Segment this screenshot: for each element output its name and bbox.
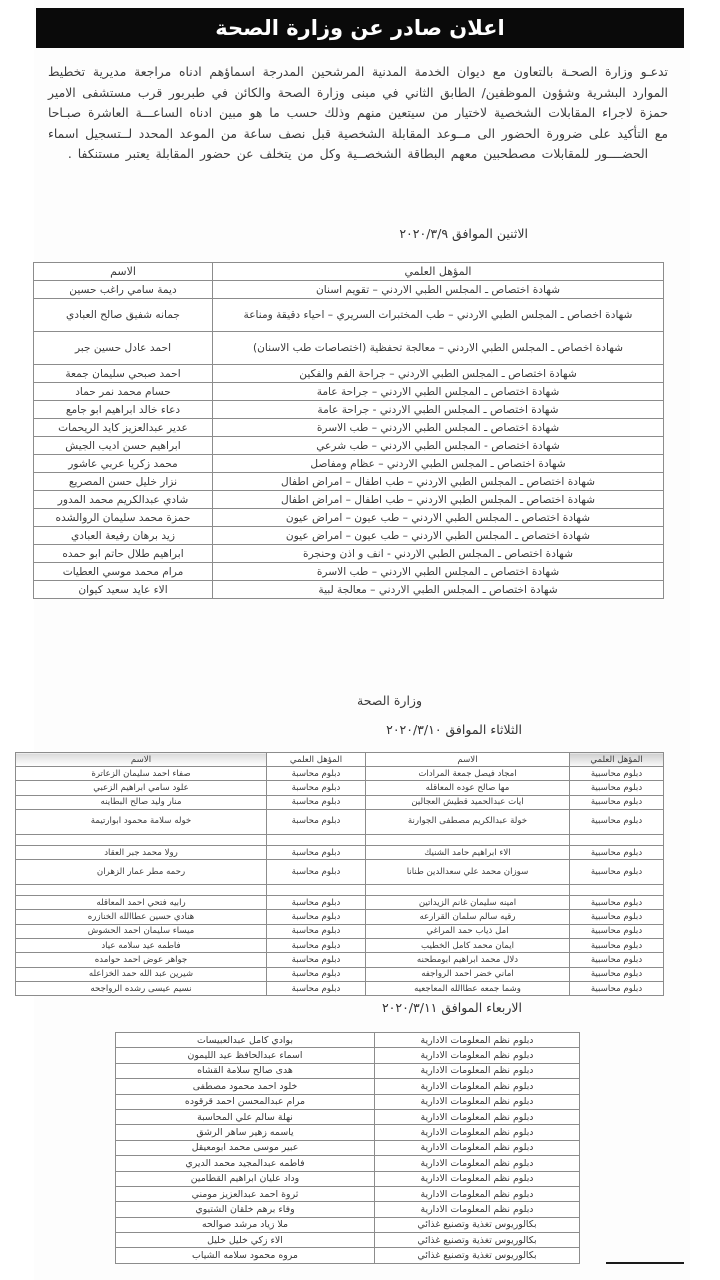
cell-qualification-left: دبلوم محاسبية xyxy=(570,896,664,910)
cell-qualification: دبلوم نظم المعلومات الادارية xyxy=(375,1033,580,1048)
cell-qualification-left: دبلوم محاسبية xyxy=(570,924,664,938)
cell-name-right: هنادي حسين عطاالله الخنازره xyxy=(16,910,267,924)
spacer-cell xyxy=(16,834,267,845)
cell-name: حمزة محمد سليمان الروالشده xyxy=(34,509,213,527)
table-row xyxy=(34,383,664,401)
cell-name: ابراهيم طلال حاتم ابو حمده xyxy=(34,545,213,563)
cell-qualification: دبلوم نظم المعلومات الادارية xyxy=(375,1094,580,1109)
table-row xyxy=(16,896,664,910)
cell-qualification: دبلوم نظم المعلومات الادارية xyxy=(375,1109,580,1124)
table-row xyxy=(116,1233,580,1248)
table-row xyxy=(116,1248,580,1263)
table-spacer-row xyxy=(16,885,664,896)
cell-qualification: دبلوم نظم المعلومات الادارية xyxy=(375,1202,580,1217)
cell-qualification-left: دبلوم محاسبية xyxy=(570,981,664,995)
table-row xyxy=(34,332,664,365)
table-header-row xyxy=(16,753,664,767)
table-row xyxy=(34,455,664,473)
cell-qualification: بكالوريوس تغذية وتصنيع غذائي xyxy=(375,1233,580,1248)
table-section-one xyxy=(33,262,664,599)
cell-qualification-right: دبلوم محاسبة xyxy=(267,981,366,995)
cell-qualification-left: دبلوم محاسبية xyxy=(570,953,664,967)
cell-qualification: شهادة اختصاص ـ المجلس الطبي الاردني – جراحة الفم والفكين xyxy=(213,365,664,383)
cell-qualification-left: دبلوم محاسبية xyxy=(570,939,664,953)
table-row xyxy=(34,509,664,527)
table-row xyxy=(16,953,664,967)
cell-name-left: ايات عبدالحميد قطيش العجالين xyxy=(366,795,570,809)
spacer-cell xyxy=(267,885,366,896)
cell-qualification-left: دبلوم محاسبية xyxy=(570,809,664,834)
table-row xyxy=(116,1171,580,1186)
cell-qualification: شهادة اختصاص ـ المجلس الطبي الاردني – طب اطفال – امراض اطفال xyxy=(213,473,664,491)
cell-name-right: جواهر عوض احمد حوامده xyxy=(16,953,267,967)
header-name-left: الاسم xyxy=(366,753,570,767)
cell-qualification: دبلوم نظم المعلومات الادارية xyxy=(375,1186,580,1201)
cell-name: مروه محمود سلامه الشياب xyxy=(116,1248,375,1263)
table-row xyxy=(116,1109,580,1124)
cell-qualification-right: دبلوم محاسبة xyxy=(267,860,366,885)
cell-name-right: علود سامي ابراهيم الزعبي xyxy=(16,781,267,795)
table-row xyxy=(16,939,664,953)
cell-name: ديمة سامي راغب حسين xyxy=(34,281,213,299)
cell-qualification-left: دبلوم محاسبية xyxy=(570,910,664,924)
cell-name: نزار خليل حسن المصريع xyxy=(34,473,213,491)
cell-qualification-right: دبلوم محاسبة xyxy=(267,767,366,781)
cell-qualification: شهادة اختصاص ـ المجلس الطبي الاردني – عظام ومفاصل xyxy=(213,455,664,473)
section-two-date: الثلاثاء الموافق ٢٠٢٠/٣/١٠ xyxy=(386,722,522,737)
page-title: اعلان صادر عن وزارة الصحة xyxy=(36,8,684,48)
cell-name: نهلة سالم علي المحاسبة xyxy=(116,1109,375,1124)
spacer-cell xyxy=(366,834,570,845)
table-section-two xyxy=(15,752,664,996)
cell-name-left: رقيه سالم سلمان القرارعه xyxy=(366,910,570,924)
table-row xyxy=(16,981,664,995)
table-row xyxy=(16,845,664,859)
table-row xyxy=(116,1125,580,1140)
cell-name: الاء زكي خليل خليل xyxy=(116,1233,375,1248)
table-header-row xyxy=(34,263,664,281)
cell-name: ثروة احمد عبدالعزيز مومني xyxy=(116,1186,375,1201)
cell-qualification: دبلوم نظم المعلومات الادارية xyxy=(375,1048,580,1063)
cell-qualification-right: دبلوم محاسبة xyxy=(267,953,366,967)
cell-qualification: شهادة اختصاص ـ المجلس الطبي الاردني – طب الاسرة xyxy=(213,419,664,437)
cell-name-left: امل ذياب حمد المراغي xyxy=(366,924,570,938)
cell-name-right: منار وليد صالح البطاينه xyxy=(16,795,267,809)
cell-name-right: رابيه فتحي احمد المعاقله xyxy=(16,896,267,910)
table-row xyxy=(16,767,664,781)
table-row xyxy=(116,1079,580,1094)
cell-qualification: دبلوم نظم المعلومات الادارية xyxy=(375,1079,580,1094)
cell-qualification: دبلوم نظم المعلومات الادارية xyxy=(375,1125,580,1140)
cell-qualification: شهادة اختصاص ـ المجلس الطبي الاردني – معالجة لبية xyxy=(213,581,664,599)
table-row xyxy=(34,581,664,599)
cell-qualification-right: دبلوم محاسبة xyxy=(267,845,366,859)
cell-name: هدى صالح سلامة القشاه xyxy=(116,1063,375,1078)
cell-qualification-left: دبلوم محاسبية xyxy=(570,795,664,809)
cell-name-left: امينه سليمان غانم الزيداتين xyxy=(366,896,570,910)
cell-name-left: دلال محمد ابراهيم ابومطحنه xyxy=(366,953,570,967)
cell-qualification: دبلوم نظم المعلومات الادارية xyxy=(375,1140,580,1155)
table-row xyxy=(34,419,664,437)
table-row xyxy=(34,473,664,491)
cell-name: الاء عايد سعيد كيوان xyxy=(34,581,213,599)
cell-name: حسام محمد نمر حماد xyxy=(34,383,213,401)
table-row xyxy=(16,924,664,938)
spacer-cell xyxy=(570,834,664,845)
table-row xyxy=(16,795,664,809)
table-row xyxy=(16,809,664,834)
table-row xyxy=(34,401,664,419)
page-left-margin xyxy=(0,0,34,1280)
cell-name-right: خوله سلامة محمود ابوارتيمة xyxy=(16,809,267,834)
table-row xyxy=(116,1048,580,1063)
cell-qualification-right: دبلوم محاسبة xyxy=(267,924,366,938)
section-three-date: الاربعاء الموافق ٢٠٢٠/٣/١١ xyxy=(381,1000,522,1015)
table-row xyxy=(116,1202,580,1217)
bottom-rule xyxy=(606,1262,684,1264)
cell-qualification: بكالوريوس تغذية وتصنيع غذائي xyxy=(375,1217,580,1232)
cell-name: بوادي كامل عبدالعبيسات xyxy=(116,1033,375,1048)
cell-name: عبير موسى محمد ابومعيقل xyxy=(116,1140,375,1155)
cell-qualification-left: دبلوم محاسبية xyxy=(570,860,664,885)
cell-name-right: نسيم عيسى رشده الرواجحه xyxy=(16,981,267,995)
cell-name-left: اماني خضر احمد الرواجفه xyxy=(366,967,570,981)
cell-name: خلود احمد محمود مصطفى xyxy=(116,1079,375,1094)
cell-qualification: بكالوريوس تغذية وتصنيع غذائي xyxy=(375,1248,580,1263)
cell-name: ملا زياد مرشد صوالحه xyxy=(116,1217,375,1232)
cell-name-left: سوزان محمد علي سعدالدين طنانا xyxy=(366,860,570,885)
cell-name: محمد زكريا عربي عاشور xyxy=(34,455,213,473)
cell-name-left: مها صالح عوده المعاقله xyxy=(366,781,570,795)
table-row xyxy=(116,1063,580,1078)
cell-qualification: شهادة اختصاص ـ المجلس الطبي الاردني – تقويم اسنان xyxy=(213,281,664,299)
table-row xyxy=(16,910,664,924)
cell-name: اسماء عبدالحافظ عيد الليمون xyxy=(116,1048,375,1063)
header-qualification-left: المؤهل العلمي xyxy=(570,753,664,767)
cell-qualification: شهادة اختصاص ـ المجلس الطبي الاردني – طب عيون – امراض عيون xyxy=(213,527,664,545)
table-row xyxy=(34,299,664,332)
spacer-cell xyxy=(267,834,366,845)
cell-name-left: خولة عبدالكريم مصطفى الجوارنة xyxy=(366,809,570,834)
cell-name-right: فاطمه عيد سلامه عياد xyxy=(16,939,267,953)
cell-qualification-left: دبلوم محاسبية xyxy=(570,845,664,859)
table-row xyxy=(34,563,664,581)
cell-qualification: شهادة اختصاص ـ المجلس الطبي الاردني - جراحة عامة xyxy=(213,401,664,419)
cell-name-right: شيرين عبد الله حمد الخزاعله xyxy=(16,967,267,981)
cell-name-left: وشما جمعه عطاالله المعاجعيه xyxy=(366,981,570,995)
table-row xyxy=(16,781,664,795)
cell-qualification-right: دبلوم محاسبة xyxy=(267,896,366,910)
cell-qualification: شهادة اختصاص - المجلس الطبي الاردني – طب شرعي xyxy=(213,437,664,455)
cell-qualification-right: دبلوم محاسبة xyxy=(267,939,366,953)
cell-qualification: شهادة اختصاص ـ المجلس الطبي الاردني – طب عيون – امراض عيون xyxy=(213,509,664,527)
cell-qualification-right: دبلوم محاسبة xyxy=(267,967,366,981)
cell-qualification: دبلوم نظم المعلومات الادارية xyxy=(375,1156,580,1171)
cell-qualification-left: دبلوم محاسبية xyxy=(570,967,664,981)
cell-qualification: دبلوم نظم المعلومات الادارية xyxy=(375,1171,580,1186)
table-row xyxy=(16,967,664,981)
cell-qualification: شهادة اختصاص ـ المجلس الطبي الاردني – طب الاسرة xyxy=(213,563,664,581)
cell-name: زيد برهان رفيعة العبادي xyxy=(34,527,213,545)
cell-name-right: رولا محمد جبر العقاد xyxy=(16,845,267,859)
cell-qualification-left: دبلوم محاسبية xyxy=(570,767,664,781)
cell-qualification: شهادة اخصاص ـ المجلس الطبي الاردني – طب المختبرات السريري – احياء دقيقة ومناعة xyxy=(213,299,664,332)
cell-name: شادي عبدالكريم محمد المدور xyxy=(34,491,213,509)
spacer-cell xyxy=(570,885,664,896)
table-row xyxy=(116,1140,580,1155)
cell-name: احمد عادل حسين جبر xyxy=(34,332,213,365)
header-qualification-right: المؤهل العلمي xyxy=(267,753,366,767)
header-name-right: الاسم xyxy=(16,753,267,767)
table-row xyxy=(34,437,664,455)
section-one-date: الاثنين الموافق ٢٠٢٠/٣/٩ xyxy=(399,226,528,241)
table-row xyxy=(34,527,664,545)
header-qualification: المؤهل العلمي xyxy=(213,263,664,281)
cell-name: ابراهيم حسن اديب الجيش xyxy=(34,437,213,455)
cell-qualification: شهادة اختصاص ـ المجلس الطبي الاردني – طب اطفال – امراض اطفال xyxy=(213,491,664,509)
spacer-cell xyxy=(366,885,570,896)
cell-name-left: ايمان محمد كامل الخطيب xyxy=(366,939,570,953)
cell-name: ياسمه زهير ساهر الرشق xyxy=(116,1125,375,1140)
cell-qualification-right: دبلوم محاسبة xyxy=(267,781,366,795)
cell-name-left: الاء ابراهيم حامد الشنيك xyxy=(366,845,570,859)
table-row xyxy=(116,1186,580,1201)
cell-qualification: شهادة اختصاص ـ المجلس الطبي الاردني – جراحة عامة xyxy=(213,383,664,401)
cell-qualification-right: دبلوم محاسبة xyxy=(267,809,366,834)
table-row xyxy=(116,1217,580,1232)
header-name: الاسم xyxy=(34,263,213,281)
table-row xyxy=(34,281,664,299)
cell-name: مرام محمد موسي العطيات xyxy=(34,563,213,581)
ministry-label: وزارة الصحة xyxy=(357,693,422,708)
table-section-three xyxy=(115,1032,580,1264)
table-row xyxy=(16,860,664,885)
cell-qualification-right: دبلوم محاسبة xyxy=(267,795,366,809)
cell-qualification: شهادة اختصاص ـ المجلس الطبي الاردني - انف و اذن وحنجرة xyxy=(213,545,664,563)
cell-name-left: امجاد فيصل جمعة المرادات xyxy=(366,767,570,781)
cell-qualification-left: دبلوم محاسبية xyxy=(570,781,664,795)
table-row xyxy=(34,365,664,383)
intro-paragraph: تدعـو وزارة الصحـة بالتعاون مع ديوان الخدمة المدنية المرشحين المدرجة اسماؤهم ادناه مراجعة مديرية تخطيط الموارد البشرية وشؤون الموظفين/ الطابق الثاني في مبنى وزارة الصحة والكائن في طبربور قرب مستشفى الامير حمزة لاجراء المقابلات الشخصية لاختيار من سيتعين منهم وذلك حسب ما هو مبين ادناه الساعـــة العاشرة صبـاحا مع التأكيد على ضرورة الحضور الى مــوعد المقابلة الشخصية قبل نصف ساعة من الموعد المحدد لــتسجيل اسماء الحضــــور للمقابلات مصطحبين معهم البطاقة الشخصــية وكل من يتخلف عن حضور المقابلة يعتبر مستنكفا . xyxy=(48,64,668,161)
table-row xyxy=(116,1156,580,1171)
cell-name: فاطمه عبدالمجيد محمد الديري xyxy=(116,1156,375,1171)
cell-name-right: ميساء سليمان احمد الحشوش xyxy=(16,924,267,938)
table-row xyxy=(116,1094,580,1109)
cell-qualification-right: دبلوم محاسبة xyxy=(267,910,366,924)
cell-name: عدير عبدالعزيز كايد الريحمات xyxy=(34,419,213,437)
cell-name: احمد صبحي سليمان جمعة xyxy=(34,365,213,383)
cell-name: وداد عليان ابراهيم القطامين xyxy=(116,1171,375,1186)
table-spacer-row xyxy=(16,834,664,845)
page-right-margin xyxy=(690,0,720,1280)
cell-name-right: رحمه مطر عمار الزهران xyxy=(16,860,267,885)
cell-name-right: صفاء احمد سليمان الزعاترة xyxy=(16,767,267,781)
cell-name: جمانه شفيق صالح العبادي xyxy=(34,299,213,332)
table-row xyxy=(34,491,664,509)
cell-qualification: شهادة اخصاص ـ المجلس الطبي الاردني – معالجة تحفظية (اختصاصات طب الاسنان) xyxy=(213,332,664,365)
spacer-cell xyxy=(16,885,267,896)
cell-name: وفاء برهم خلقان الشتيوي xyxy=(116,1202,375,1217)
cell-name: دعاء خالد ابراهيم ابو جامع xyxy=(34,401,213,419)
cell-name: مرام عبدالمحسن احمد قرقوده xyxy=(116,1094,375,1109)
table-row xyxy=(34,545,664,563)
table-row xyxy=(116,1033,580,1048)
cell-qualification: دبلوم نظم المعلومات الادارية xyxy=(375,1063,580,1078)
